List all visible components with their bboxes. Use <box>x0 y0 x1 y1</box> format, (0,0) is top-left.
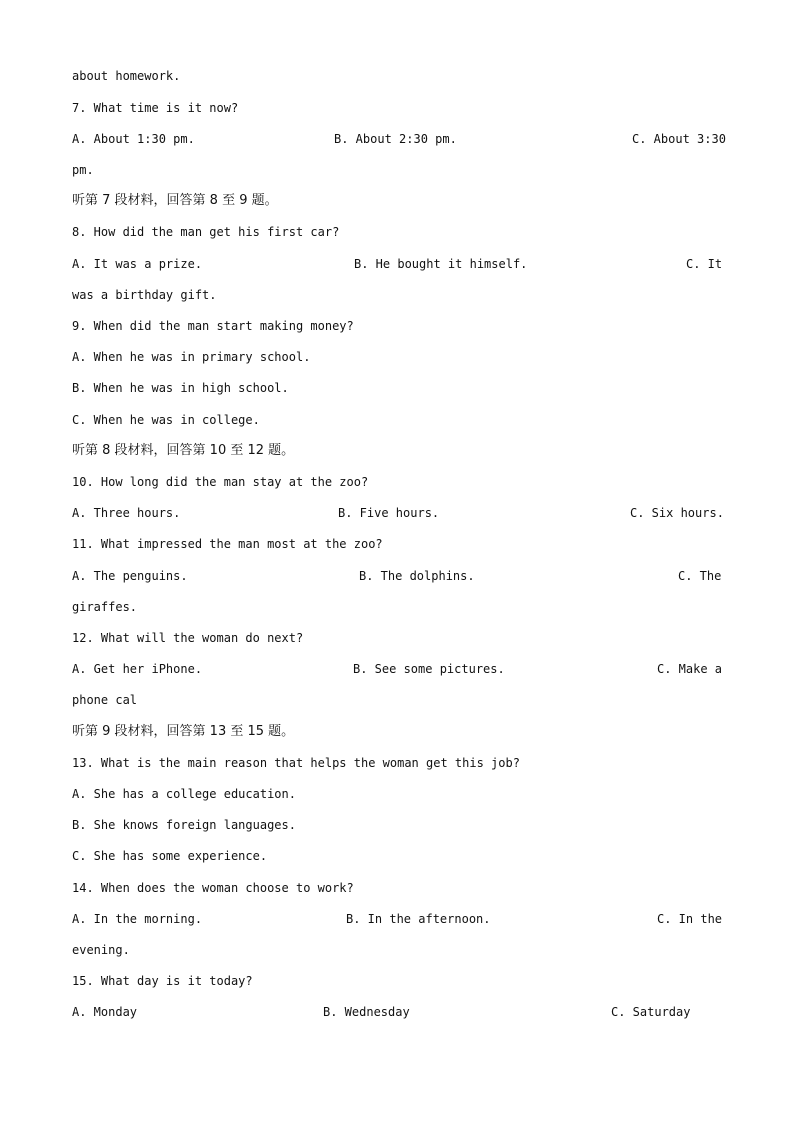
option-11c: C. The <box>678 569 722 583</box>
option-7a: A. About 1:30 pm. <box>72 132 195 146</box>
option-12a: A. Get her iPhone. <box>72 662 203 676</box>
option-11c-continued: giraffes. <box>72 600 138 614</box>
option-8c-continued: was a birthday gift. <box>72 288 217 302</box>
option-9b: B. When he was in high school. <box>72 381 289 395</box>
option-14c: C. In the <box>657 912 723 926</box>
option-14a: A. In the morning. <box>72 912 203 926</box>
option-14b: B. In the afternoon. <box>346 912 491 926</box>
option-14c-continued: evening. <box>72 943 130 957</box>
option-8a: A. It was a prize. <box>72 257 203 271</box>
question-10: 10. How long did the man stay at the zoo? <box>72 475 369 489</box>
option-13a: A. She has a college education. <box>72 787 296 801</box>
option-11a: A. The penguins. <box>72 569 188 583</box>
option-15b: B. Wednesday <box>323 1005 410 1019</box>
question-11: 11. What impressed the man most at the zoo? <box>72 537 383 551</box>
text-line: about homework. <box>72 69 181 83</box>
option-10b: B. Five hours. <box>338 506 440 520</box>
question-8: 8. How did the man get his first car? <box>72 225 340 239</box>
question-7: 7. What time is it now? <box>72 101 239 115</box>
option-8c: C. It <box>686 257 723 271</box>
question-15: 15. What day is it today? <box>72 974 253 988</box>
option-7c-continued: pm. <box>72 163 94 177</box>
section-heading-9: 听第 9 段材料，回答第 13 至 15 题。 <box>72 724 295 739</box>
question-13: 13. What is the main reason that helps the woman get this job? <box>72 756 520 770</box>
option-8b: B. He bought it himself. <box>354 257 528 271</box>
option-13b: B. She knows foreign languages. <box>72 818 296 832</box>
option-12c: C. Make a <box>657 662 723 676</box>
question-14: 14. When does the woman choose to work? <box>72 881 354 895</box>
option-10c: C. Six hours. <box>630 506 724 520</box>
option-15a: A. Monday <box>72 1005 138 1019</box>
option-10a: A. Three hours. <box>72 506 181 520</box>
option-11b: B. The dolphins. <box>359 569 475 583</box>
section-heading-7: 听第 7 段材料，回答第 8 至 9 题。 <box>72 193 278 208</box>
option-12c-continued: phone cal <box>72 693 138 707</box>
section-heading-8: 听第 8 段材料，回答第 10 至 12 题。 <box>72 443 295 458</box>
option-7b: B. About 2:30 pm. <box>334 132 457 146</box>
option-13c: C. She has some experience. <box>72 849 268 863</box>
option-9c: C. When he was in college. <box>72 413 260 427</box>
option-9a: A. When he was in primary school. <box>72 350 311 364</box>
option-15c: C. Saturday <box>611 1005 691 1019</box>
option-12b: B. See some pictures. <box>353 662 505 676</box>
question-9: 9. When did the man start making money? <box>72 319 354 333</box>
question-12: 12. What will the woman do next? <box>72 631 304 645</box>
option-7c: C. About 3:30 <box>632 132 726 146</box>
